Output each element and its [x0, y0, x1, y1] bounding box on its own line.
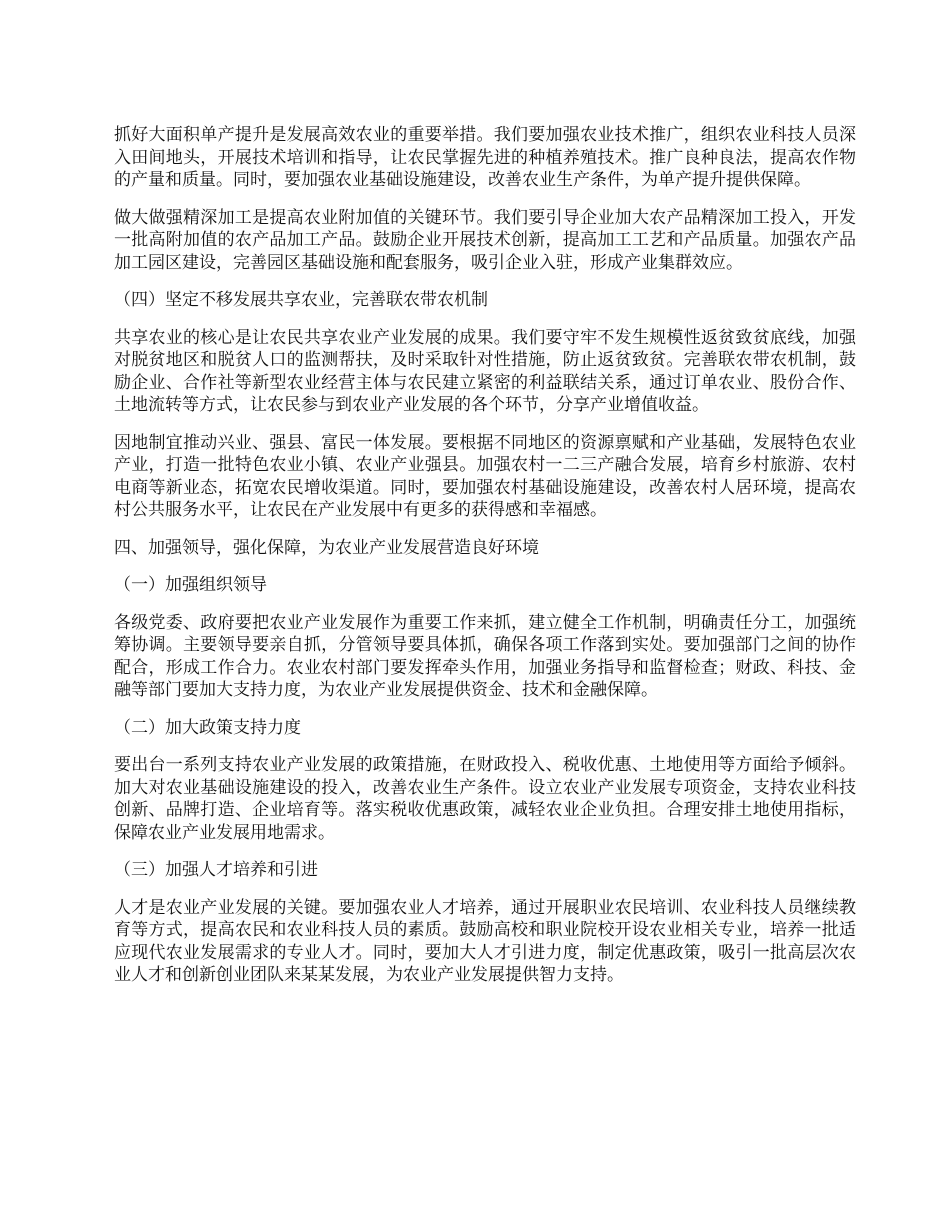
paragraph: 人才是农业产业发展的关键。要加强农业人才培养，通过开展职业农民培训、农业科技人员继续教育等方式，提高农民和农业科技人员的素质。鼓励高校和职业院校开设农业相关专业，培养一批适应现代农业发展需求的专业人才。同时，要加大人才引进力度，制定优惠政策，吸引一批高层次农业人才和创新创业团队来某某发展，为农业产业发展提供智力支持。	[114, 897, 856, 985]
section-heading: （四）坚定不移发展共享农业，完善联农带农机制	[114, 290, 488, 310]
document-page	[114, 124, 856, 1002]
paragraph: 抓好大面积单产提升是发展高效农业的重要举措。我们要加强农业技术推广，组织农业科技人员深入田间地头，开展技术培训和指导，让农民掌握先进的种植养殖技术。推广良种良法，提高农作物的产量和质量。同时，要加强农业基础设施建设，改善农业生产条件，为单产提升提供保障。	[114, 125, 856, 190]
section-heading: （三）加强人才培养和引进	[114, 860, 318, 880]
paragraph: 各级党委、政府要把农业产业发展作为重要工作来抓，建立健全工作机制，明确责任分工，加强统筹协调。主要领导要亲自抓，分管领导要具体抓，确保各项工作落到实处。要加强部门之间的协作配合，形成工作合力。农业农村部门要发挥牵头作用，加强业务指导和监督检查；财政、科技、金融等部门要加大支持力度，为农业产业发展提供资金、技术和金融保障。	[114, 612, 856, 700]
paragraph: 因地制宜推动兴业、强县、富民一体发展。要根据不同地区的资源禀赋和产业基础，发展特色农业产业，打造一批特色农业小镇、农业产业强县。加强农村一二三产融合发展，培育乡村旅游、农村电商等新业态，拓宽农民增收渠道。同时，要加强农村基础设施建设，改善农村人居环境，提高农村公共服务水平，让农民在产业发展中有更多的获得感和幸福感。	[114, 432, 856, 520]
paragraph: 做大做强精深加工是提高农业附加值的关键环节。我们要引导企业加大农产品精深加工投入，开发一批高附加值的农产品加工产品。鼓励企业开展技术创新，提高加工工艺和产品质量。加强农产品加工园区建设，完善园区基础设施和配套服务，吸引企业入驻，形成产业集群效应。	[114, 207, 856, 273]
section-heading: 四、加强领导，强化保障，为农业产业发展营造良好环境	[114, 537, 539, 558]
section-heading: （二）加大政策支持力度	[114, 717, 301, 738]
section-heading: （一）加强组织领导	[114, 575, 267, 595]
paragraph: 共享农业的核心是让农民共享农业产业发展的成果。我们要守牢不发生规模性返贫致贫底线，加强对脱贫地区和脱贫人口的监测帮扶，及时采取针对性措施，防止返贫致贫。完善联农带农机制，鼓励企业、合作社等新型农业经营主体与农民建立紧密的利益联结关系，通过订单农业、股份合作、土地流转等方式，让农民参与到农业产业发展的各个环节，分享产业增值收益。	[114, 327, 856, 415]
paragraph: 要出台一系列支持农业产业发展的政策措施，在财政投入、税收优惠、土地使用等方面给予倾斜。加大对农业基础设施建设的投入，改善农业生产条件。设立农业产业发展专项资金，支持农业科技创新、品牌打造、企业培育等。落实税收优惠政策，减轻农业企业负担。合理安排土地使用指标，保障农业产业发展用地需求。	[114, 755, 856, 843]
